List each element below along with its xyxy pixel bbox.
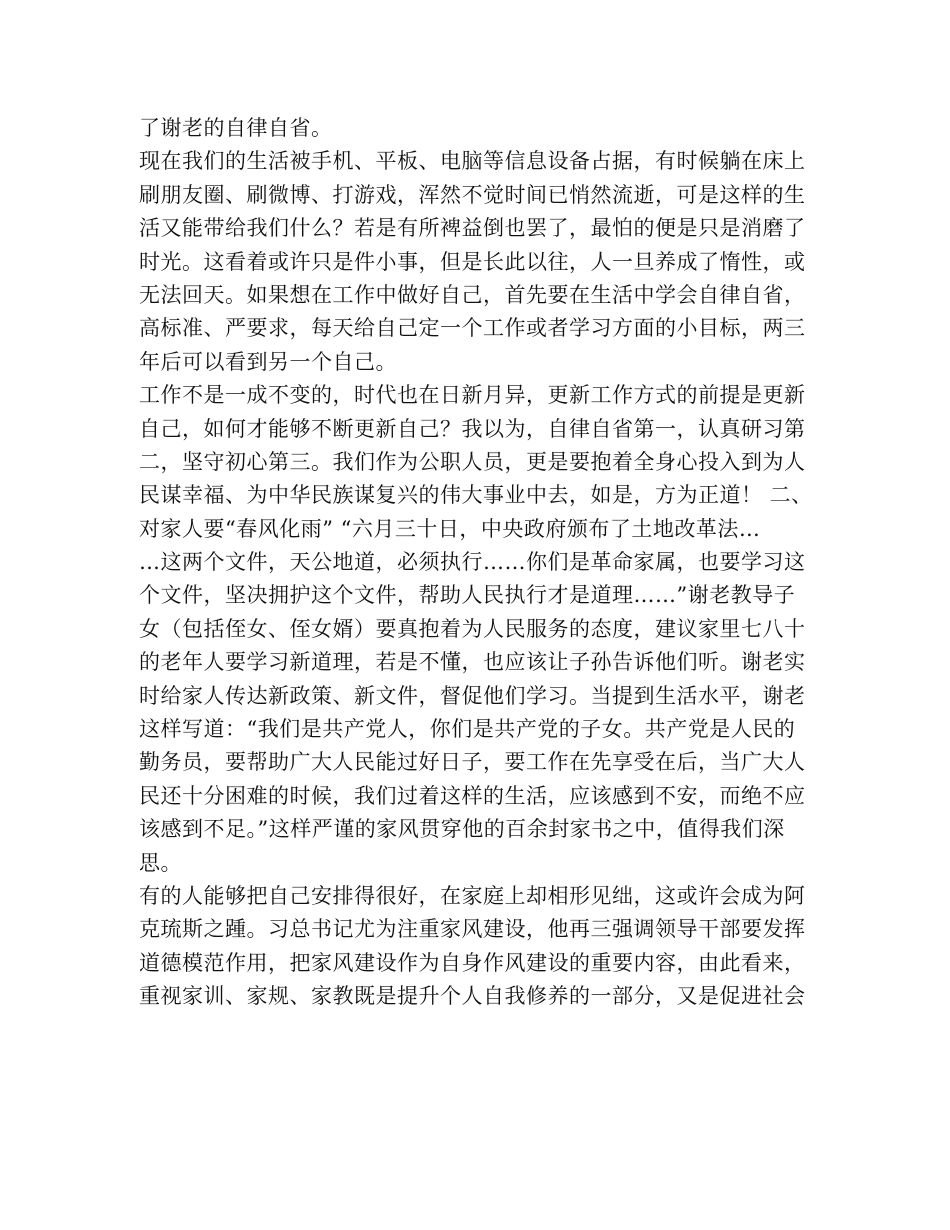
text-line: 高标准、严要求，每天给自己定一个工作或者学习方面的小目标，两三 xyxy=(139,316,806,341)
text-line: 二，坚守初心第三。我们作为公职人员，更是要抱着全身心投入到为人 xyxy=(139,449,806,474)
text-line: 现在我们的生活被手机、平板、电脑等信息设备占据，有时候躺在床上 xyxy=(139,149,806,174)
text-line: 民还十分困难的时候，我们过着这样的生活，应该感到不安，而绝不应 xyxy=(139,783,806,808)
body-text xyxy=(139,112,829,1014)
text-line: 这样写道：“我们是共产党人，你们是共产党的子女。共产党是人民的 xyxy=(139,717,796,742)
text-line: 时光。这看着或许只是件小事，但是长此以往，人一旦养成了惰性，或 xyxy=(139,249,806,274)
text-line: 活又能带给我们什么？若是有所裨益倒也罢了，最怕的便是只是消磨了 xyxy=(139,216,806,241)
text-line: 思。 xyxy=(139,850,182,875)
text-line: 道德模范作用，把家风建设作为自身作风建设的重要内容，由此看来， xyxy=(139,950,806,975)
text-line: 了谢老的自律自省。 xyxy=(139,116,333,140)
text-line: 的老年人要学习新道理，若是不懂，也应该让子孙告诉他们听。谢老实 xyxy=(139,650,806,675)
text-line: 年后可以看到另一个自己。 xyxy=(139,349,397,374)
text-line: 克琉斯之踵。习总书记尤为注重家风建设，他再三强调领导干部要发挥 xyxy=(139,917,806,942)
text-line: 自己，如何才能够不断更新自己？我以为，自律自省第一，认真研习第 xyxy=(139,416,806,441)
text-line: 个文件，坚决拥护这个文件，帮助人民执行才是道理……”谢老教导子 xyxy=(139,583,796,608)
text-line: 重视家训、家规、家教既是提升个人自我修养的一部分，又是促进社会 xyxy=(139,984,806,1009)
text-line: 该感到不足。”这样严谨的家风贯穿他的百余封家书之中，值得我们深 xyxy=(139,817,785,842)
text-line: 女（包括侄女、侄女婿）要真抱着为人民服务的态度，建议家里七八十 xyxy=(139,616,806,641)
text-line: 工作不是一成不变的，时代也在日新月异，更新工作方式的前提是更新 xyxy=(139,383,806,408)
text-line: 勤务员，要帮助广大人民能过好日子，要工作在先享受在后，当广大人 xyxy=(139,750,806,775)
text-line: 民谋幸福、为中华民族谋复兴的伟大事业中去，如是，方为正道！ 二、 xyxy=(139,483,813,508)
text-line: 无法回天。如果想在工作中做好自己，首先要在生活中学会自律自省， xyxy=(139,282,806,307)
text-line: 时给家人传达新政策、新文件，督促他们学习。当提到生活水平，谢老 xyxy=(139,683,806,708)
text-line: …这两个文件，天公地道，必须执行……你们是革命家属，也要学习这 xyxy=(139,550,806,575)
text-line: 有的人能够把自己安排得很好，在家庭上却相形见绌，这或许会成为阿 xyxy=(139,883,806,908)
text-line: 对家人要“春风化雨” “六月三十日，中央政府颁布了土地改革法… xyxy=(139,516,761,541)
text-line: 刷朋友圈、刷微博、打游戏，浑然不觉时间已悄然流逝，可是这样的生 xyxy=(139,182,806,207)
